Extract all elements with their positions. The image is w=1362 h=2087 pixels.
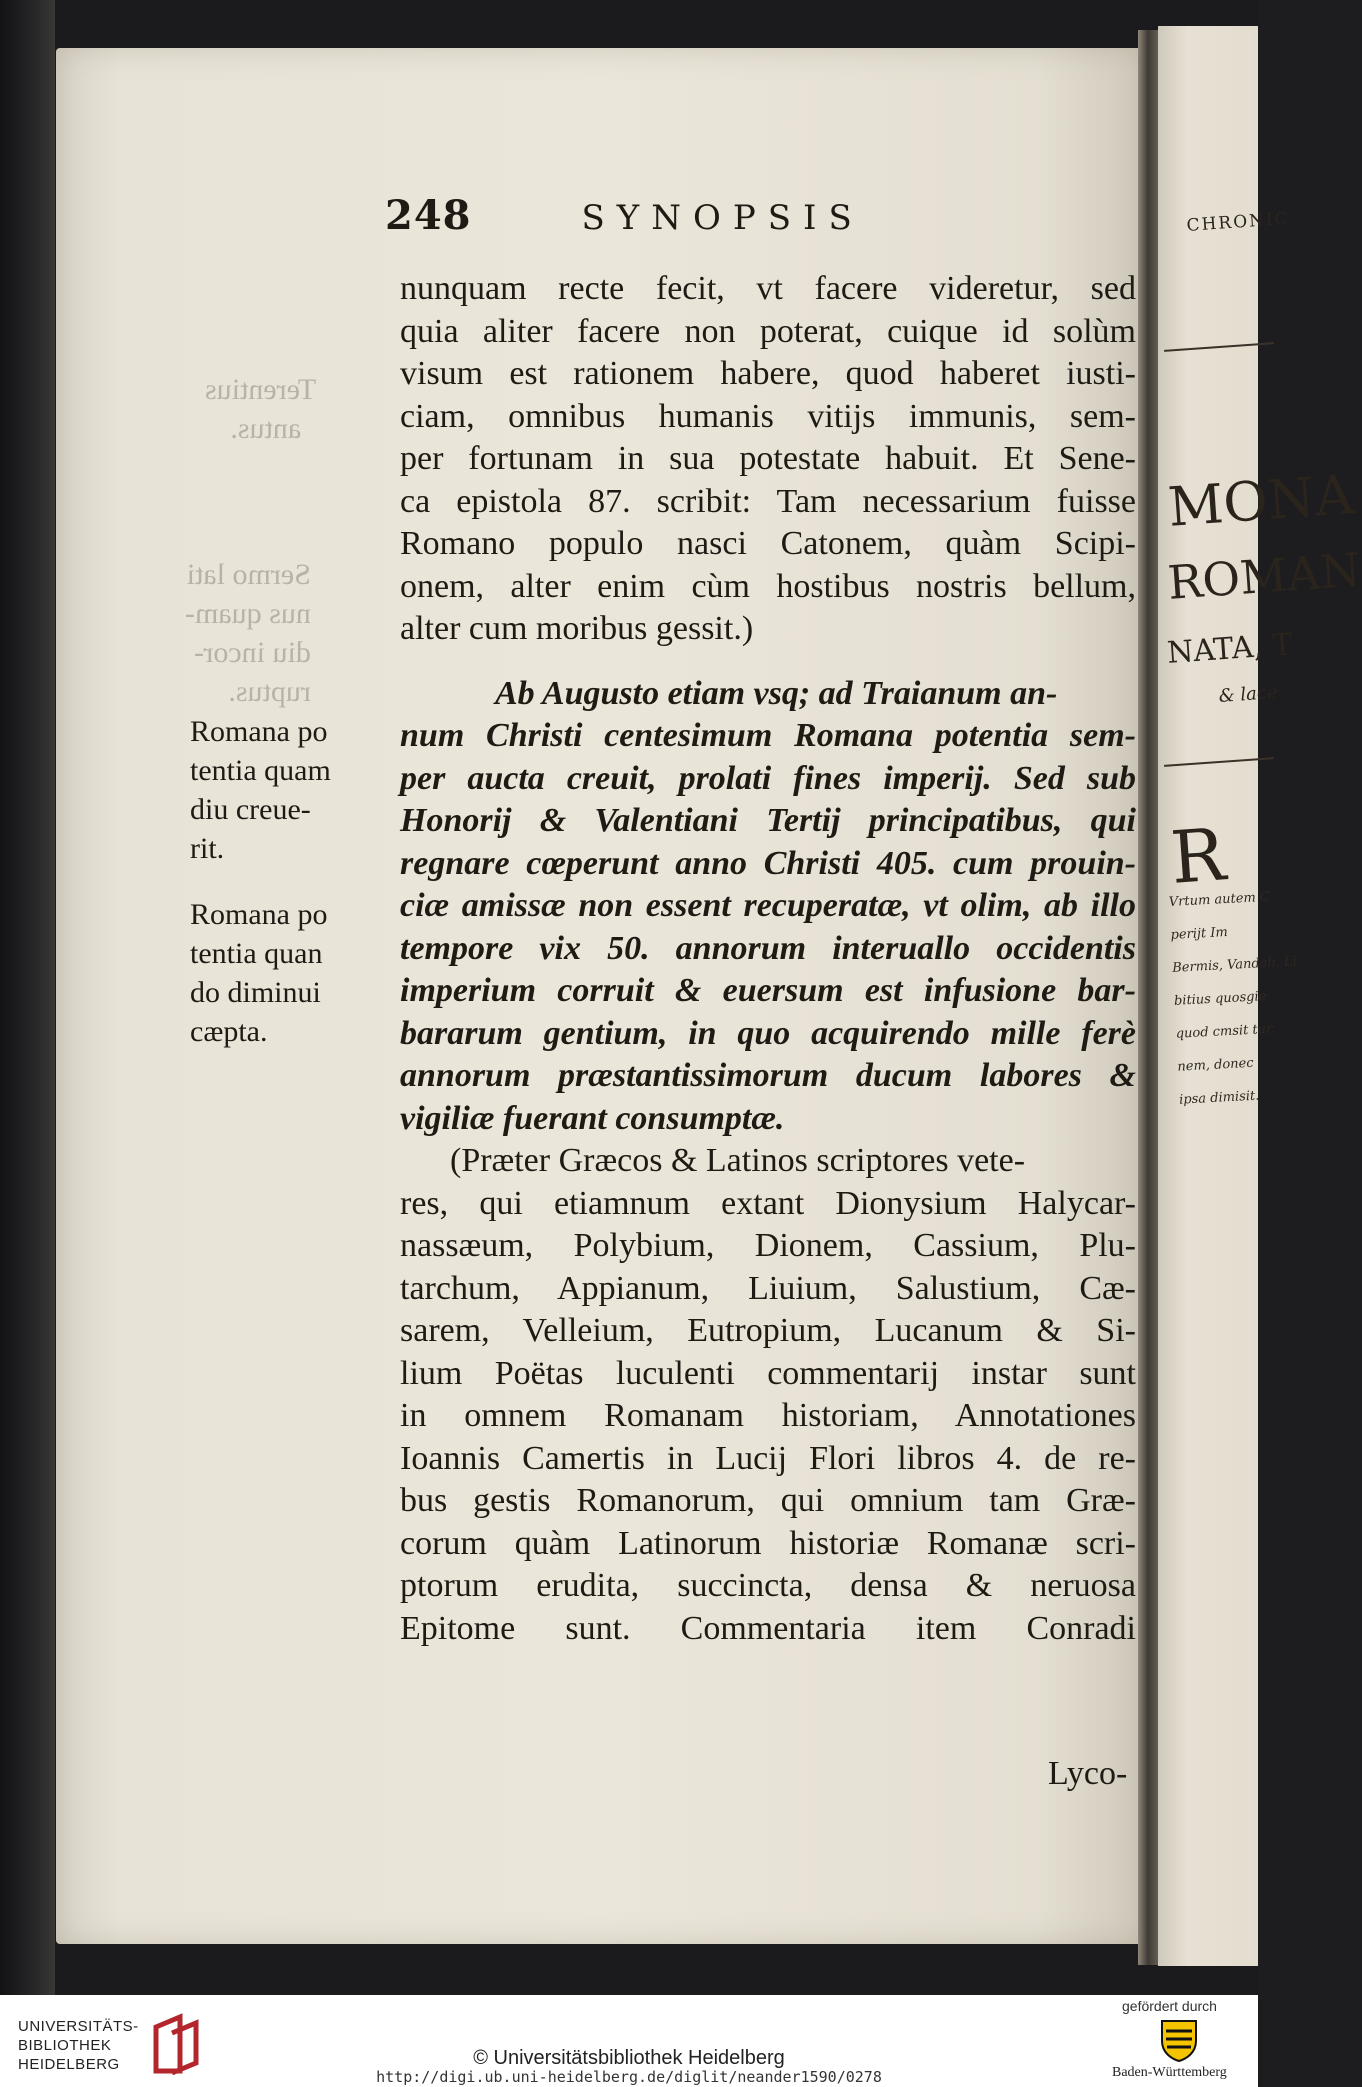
marginal-line: tentia quan xyxy=(190,937,323,970)
facing-page-title-line: MONA xyxy=(1166,463,1356,539)
text-line: lium Poëtas luculenti commentarij instar sunt xyxy=(400,1354,1136,1392)
permalink-url[interactable]: http://digi.ub.uni-heidelberg.de/diglit/neander1590/0278 xyxy=(376,2068,882,2086)
facing-page xyxy=(1158,26,1362,1966)
facing-page-rule xyxy=(1164,342,1274,352)
marginal-line: diu creue- xyxy=(190,793,311,826)
text-line: Ab Augusto etiam vsq; ad Traianum an- xyxy=(495,674,1058,712)
text-line: alter cum moribus gessit.) xyxy=(400,610,754,647)
running-head xyxy=(385,192,925,239)
facing-page-initial: R xyxy=(1168,812,1228,900)
coat-of-arms-icon[interactable] xyxy=(1158,2017,1200,2063)
text-line: quia aliter facere non poterat, cuique id solùm xyxy=(400,312,1136,350)
marginal-line: rit. xyxy=(190,832,225,865)
text-line: imperium corruit & euersum est infusione bar- xyxy=(400,972,1136,1009)
facing-page-line: perijt Im xyxy=(1170,924,1229,943)
text-line: Epitome sunt. Commentaria item Conradi xyxy=(400,1609,1136,1647)
marginal-line: do diminui xyxy=(190,976,321,1009)
paragraph-2 xyxy=(400,673,1136,1141)
text-line: visum est rationem habere, quod haberet iusti- xyxy=(400,355,1136,392)
text-line: sarem, Velleium, Eutropium, Lucanum & Si- xyxy=(400,1312,1136,1349)
paragraph-3 xyxy=(400,1140,1136,1650)
facing-page-line: ipsa dimisit. xyxy=(1178,1088,1260,1108)
text-line: Honorij & Valentiani Tertij principatibus, qui xyxy=(400,802,1136,839)
page-number: 248 xyxy=(385,192,472,239)
marginal-line: Romana po xyxy=(190,898,328,931)
copyright-notice: © Universitätsbibliothek Heidelberg xyxy=(473,2047,785,2069)
show-through-text: Sermo lati nus quam- diu incor- ruptus. xyxy=(185,558,311,708)
facing-page-title-line: ROMAN xyxy=(1166,542,1362,610)
text-line: num Christi centesimum Romana potentia sem- xyxy=(400,717,1136,754)
library-name-line: BIBLIOTHEK xyxy=(18,2037,112,2054)
marginal-note-power-diminished xyxy=(190,895,390,1051)
text-line: per fortunam in sua potestate habuit. Et Sene- xyxy=(400,440,1136,477)
text-line: ciæ amissæ non essent recuperatæ, vt olim, ab illo xyxy=(400,887,1136,924)
facing-page-title-line: NATA, T xyxy=(1166,627,1294,671)
text-line: vigiliæ fuerant consumptæ. xyxy=(400,1099,785,1137)
text-line: ptorum erudita, succincta, densa & neruosa xyxy=(400,1567,1136,1604)
text-line: (Præter Græcos & Latinos scriptores vete- xyxy=(450,1142,1026,1179)
text-line: regnare cœperunt anno Christi 405. cum prouin- xyxy=(400,844,1136,882)
text-line: Romano populo nasci Catonem, quàm Scipi- xyxy=(400,525,1136,562)
footer-bar xyxy=(0,1995,1258,2087)
text-line: onem, alter enim cùm hostibus nostris bellum, xyxy=(400,567,1136,605)
text-line: nunquam recte fecit, vt facere videretur, sed xyxy=(400,270,1136,307)
facing-page-head: CHRONIC xyxy=(1186,208,1291,236)
library-name-line: HEIDELBERG xyxy=(18,2056,120,2073)
text-line: in omnem Romanam historiam, Annotationes xyxy=(400,1397,1136,1434)
text-line: bus gestis Romanorum, qui omnium tam Græ- xyxy=(400,1482,1136,1519)
facing-page-line: Bermis, Vandali, Li xyxy=(1171,954,1298,976)
marginal-line: cæpta. xyxy=(190,1015,268,1048)
marginal-note-power-grew xyxy=(190,712,390,868)
text-line: nassæum, Polybium, Dionem, Cassium, Plu- xyxy=(400,1227,1136,1264)
running-title: SYNOPSIS xyxy=(581,198,864,238)
paragraph-1 xyxy=(400,268,1136,651)
text-line: ciam, omnibus humanis vitijs immunis, sem- xyxy=(400,397,1136,435)
catchword: Lyco- xyxy=(1048,1755,1128,1792)
sponsor-name: Baden-Württemberg xyxy=(1112,2065,1227,2080)
facing-page-line: Vrtum autem C xyxy=(1168,889,1271,910)
facing-page-line: quod cmsit tur. xyxy=(1175,1021,1276,1042)
facing-page-title-line: & lace xyxy=(1218,681,1279,707)
sponsor-label: gefördert durch xyxy=(1122,1998,1217,2014)
text-line: tarchum, Appianum, Liuium, Salustium, Cæ- xyxy=(400,1269,1136,1307)
text-line: ca epistola 87. scribit: Tam necessarium fuisse xyxy=(400,482,1136,520)
library-name-line: UNIVERSITÄTS- xyxy=(18,2018,139,2035)
text-line: Ioannis Camertis in Lucij Flori libros 4. de re- xyxy=(400,1439,1136,1477)
text-line: bararum gentium, in quo acquirendo mille ferè xyxy=(400,1014,1136,1052)
text-line: per aucta creuit, prolati fines imperij. Sed sub xyxy=(400,759,1136,797)
facing-page-line: nem, donec xyxy=(1177,1055,1254,1075)
text-line: res, qui etiamnum extant Dionysium Halycar- xyxy=(400,1184,1136,1222)
marginal-line: tentia quam xyxy=(190,754,331,787)
text-line: tempore vix 50. annorum interuallo occidentis xyxy=(400,929,1136,967)
facing-page-body xyxy=(1168,881,1298,1116)
facing-page-rule xyxy=(1164,757,1274,767)
show-through-text: Terentius antus. xyxy=(205,373,317,445)
marginal-line: Romana po xyxy=(190,715,328,748)
book-cover-edge xyxy=(0,0,55,1995)
text-line: annorum præstantissimorum ducum labores & xyxy=(400,1057,1136,1094)
main-text xyxy=(400,268,1136,1650)
text-line: corum quàm Latinorum historiæ Romanæ scri- xyxy=(400,1524,1136,1562)
book-gutter xyxy=(1138,30,1160,1965)
facing-page-line: bitius quosgie xyxy=(1173,989,1267,1009)
